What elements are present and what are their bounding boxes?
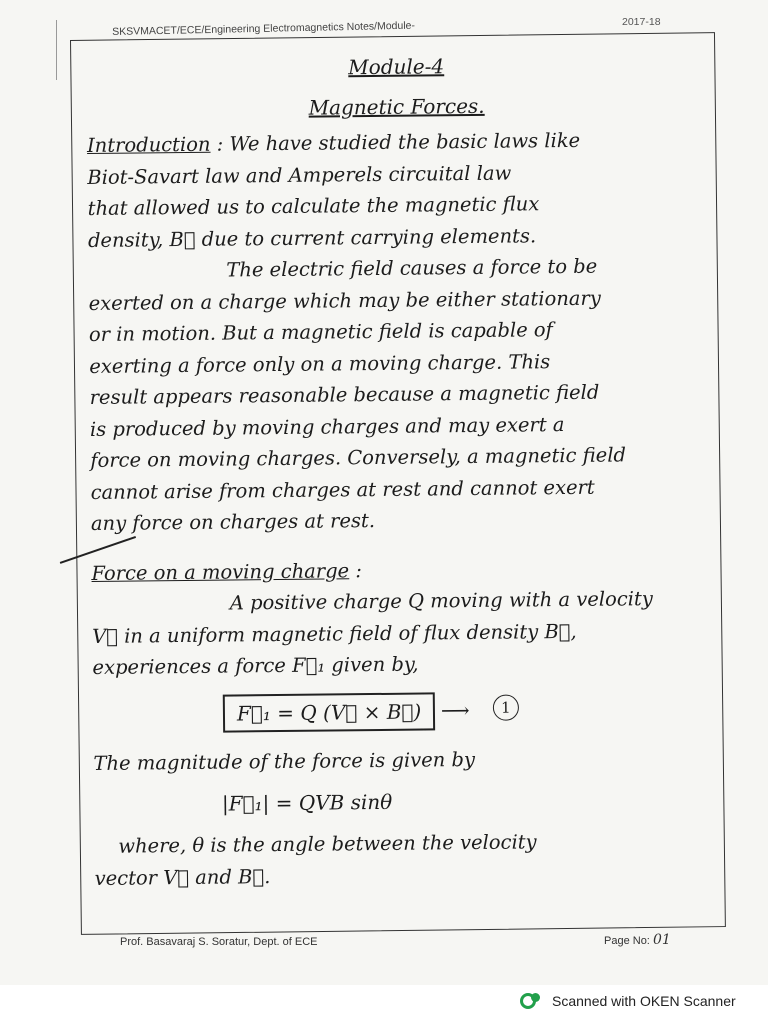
section-title: Magnetic Forces.: [308, 93, 485, 120]
force-line: A positive charge Q moving with a velocity: [229, 587, 653, 615]
footer-author: Prof. Basavaraj S. Soratur, Dept. of ECE: [120, 936, 318, 948]
scanner-watermark: [520, 992, 736, 1010]
magnitude-line: The magnitude of the force is given by: [93, 747, 476, 775]
paragraph-line: exerted on a charge which may be either stationary: [88, 286, 601, 315]
page-label: Page No:: [604, 935, 650, 947]
handwritten-notes: [86, 44, 715, 894]
module-title: Module-4: [348, 54, 445, 80]
paragraph-line: cannot arise from charges at rest and cannot exert: [90, 475, 595, 504]
header-year-text: 2017-18: [622, 16, 661, 28]
force-heading-line: Force on a moving charge :: [91, 558, 363, 585]
intro-line: that allowed us to calculate the magnetic flux: [87, 192, 540, 220]
magnitude-equation: |F⃗₁| = QVB sinθ: [221, 789, 393, 816]
intro-line: density, B⃗ due to current carrying elements.: [87, 223, 537, 252]
intro-heading: Introduction: [86, 132, 211, 157]
paragraph-line: exerting a force only on a moving charge. This: [89, 349, 551, 378]
footer-page: [604, 932, 671, 948]
where-line: where, θ is the angle between the velocity: [118, 830, 537, 858]
where-line: vector V⃗ and B⃗.: [94, 864, 271, 890]
page-number: 01: [652, 932, 671, 948]
oken-scanner-logo-icon: [520, 993, 536, 1009]
paragraph-line: result appears reasonable because a magnetic field: [89, 380, 600, 409]
paragraph-line: The electric field causes a force to be: [226, 254, 598, 282]
scanner-label: Scanned with OKEN Scanner: [552, 993, 736, 1009]
force-line: V⃗ in a uniform magnetic field of flux density B⃗,: [92, 619, 577, 648]
force-heading: Force on a moving charge: [91, 558, 350, 585]
equation-row: [93, 685, 713, 741]
intro-line: Introduction : We have studied the basic laws like: [86, 128, 581, 157]
arrow-icon: ⟶: [440, 697, 470, 722]
intro-line: Biot-Savart law and Amperels circuital law: [87, 161, 512, 189]
paragraph-line: force on moving charges. Conversely, a magnetic field: [90, 443, 627, 472]
boxed-equation: F⃗₁ = Q (V⃗ × B⃗): [223, 692, 436, 732]
paragraph-line: is produced by moving charges and may exert a: [89, 412, 565, 441]
paragraph-line: any force on charges at rest.: [90, 509, 376, 535]
equation-number: 1: [493, 694, 519, 720]
paragraph-line: or in motion. But a magnetic field is capable of: [88, 318, 553, 346]
header-course-text: SKSVMACET/ECE/Engineering Electromagnetics Notes/Module-: [112, 19, 416, 38]
force-line: experiences a force F⃗₁ given by,: [92, 652, 419, 679]
margin-marks: [56, 20, 71, 80]
